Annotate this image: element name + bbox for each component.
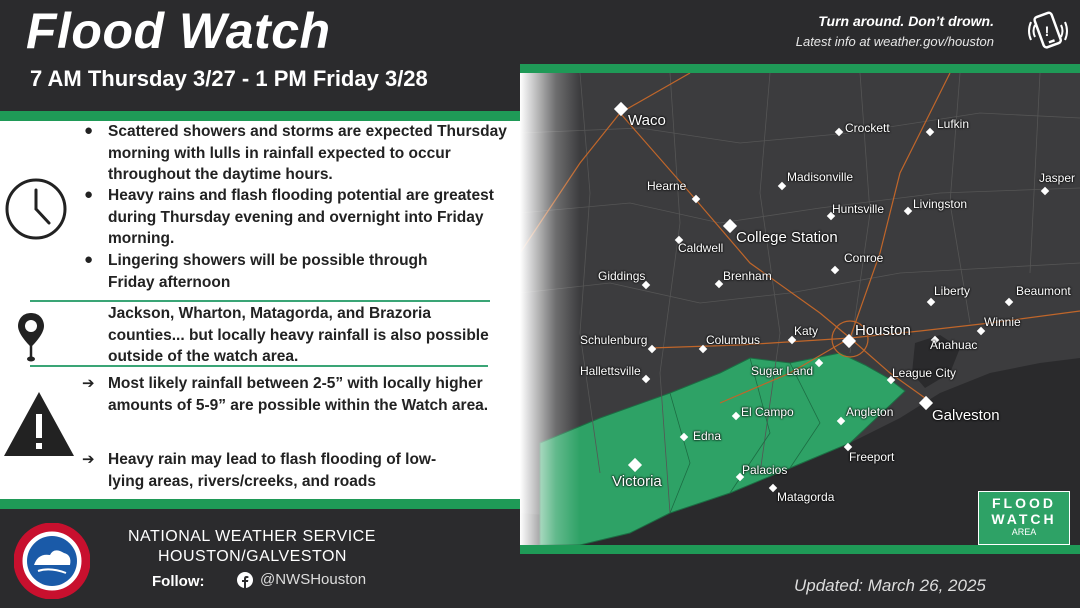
legend-line-2: WATCH [991, 511, 1057, 527]
nws-logo [14, 523, 90, 599]
arrow-bullet-1: ➔ [82, 375, 95, 392]
panel-bottom-stripe [0, 499, 520, 509]
map-graphic [520, 73, 1080, 545]
city-label: Winnie [984, 315, 1021, 329]
follow-label: Follow: [152, 573, 205, 590]
arrow-bullet-2: ➔ [82, 451, 95, 468]
city-label: Edna [693, 429, 722, 443]
map-top-stripe [520, 64, 1080, 73]
timing-item-1: Scattered showers and storms are expected Thursday morning with lulls in rainfall expected to occur throughout the daytime hours. [108, 123, 507, 183]
city-label: Angleton [846, 405, 894, 419]
tagline: Turn around. Don’t drown. [818, 13, 994, 29]
city-label: Beaumont [1016, 284, 1071, 298]
clock-icon [4, 177, 68, 241]
timing-item-3: Lingering showers will be possible through Friday afternoon [108, 252, 428, 291]
city-label: Palacios [742, 463, 788, 477]
bullet-3: ● [84, 251, 94, 268]
warning-triangle-icon [2, 389, 76, 459]
city-label: College Station [736, 229, 838, 246]
flood-watch-map [520, 73, 1080, 545]
timing-item-2: Heavy rains and flash flooding potential are greatest during Thursday evening and overnight into Friday morning. [108, 187, 494, 247]
svg-text:!: ! [1044, 23, 1050, 39]
city-label: Victoria [612, 473, 662, 490]
city-label: Madisonville [787, 170, 854, 184]
impact-item-1: Most likely rainfall between 2-5” with locally higher amounts of 5-9” are possible within the Watch area. [108, 375, 489, 414]
bullet-1: ● [84, 122, 94, 139]
city-label: Galveston [932, 407, 1000, 424]
city-label: Katy [794, 324, 819, 338]
city-label: Brenham [723, 269, 772, 283]
city-label: Caldwell [678, 241, 724, 255]
city-label: Houston [855, 322, 911, 339]
bullet-2: ● [84, 186, 94, 203]
legend-line-3: AREA [1011, 527, 1037, 537]
city-label: League City [892, 366, 957, 380]
impact-item-2: Heavy rain may lead to flash flooding of low-lying areas, rivers/creeks, and roads [108, 451, 437, 490]
city-label: Freeport [849, 450, 895, 464]
legend-line-1: FLOOD [992, 495, 1056, 511]
city-label: Sugar Land [751, 364, 814, 378]
city-label: Schulenburg [580, 333, 648, 347]
city-label: Columbus [706, 333, 761, 347]
watch-location-text: Jackson, Wharton, Matagorda, and Brazoria counties... but locally heavy rainfall is also possible outside of the watch area. [108, 305, 489, 365]
city-label: Hallettsville [580, 364, 641, 378]
city-label: Lufkin [937, 117, 970, 131]
map-legend [978, 491, 1070, 545]
org-name-line-1: NATIONAL WEATHER SERVICE [128, 528, 376, 545]
city-label: Crockett [845, 121, 890, 135]
map-pin-icon [16, 311, 46, 365]
map-bottom-stripe [520, 545, 1080, 554]
facebook-icon[interactable] [237, 572, 253, 588]
details-panel [0, 121, 520, 499]
section-divider [30, 300, 490, 302]
social-handle-link[interactable]: @NWSHouston [260, 571, 367, 588]
header-stripe [0, 111, 520, 121]
city-label: Waco [628, 112, 666, 129]
city-label: Hearne [647, 179, 687, 193]
city-label: Conroe [844, 251, 884, 265]
org-name-line-2: HOUSTON/GALVESTON [158, 548, 347, 565]
city-label: Giddings [598, 269, 646, 283]
city-label: El Campo [741, 405, 794, 419]
section-divider [30, 365, 488, 367]
city-label: Liberty [934, 284, 971, 298]
latest-info-link[interactable]: Latest info at weather.gov/houston [795, 34, 994, 49]
phone-alert-icon [1024, 8, 1072, 54]
city-label: Livingston [913, 197, 968, 211]
city-label: Jasper [1039, 171, 1076, 185]
city-label: Matagorda [777, 490, 835, 504]
page-title: Flood Watch [26, 3, 331, 59]
city-label: Huntsville [832, 202, 885, 216]
updated-date: Updated: March 26, 2025 [794, 576, 986, 595]
city-label: Anahuac [930, 338, 978, 352]
watch-dates: 7 AM Thursday 3/27 - 1 PM Friday 3/28 [30, 66, 428, 91]
